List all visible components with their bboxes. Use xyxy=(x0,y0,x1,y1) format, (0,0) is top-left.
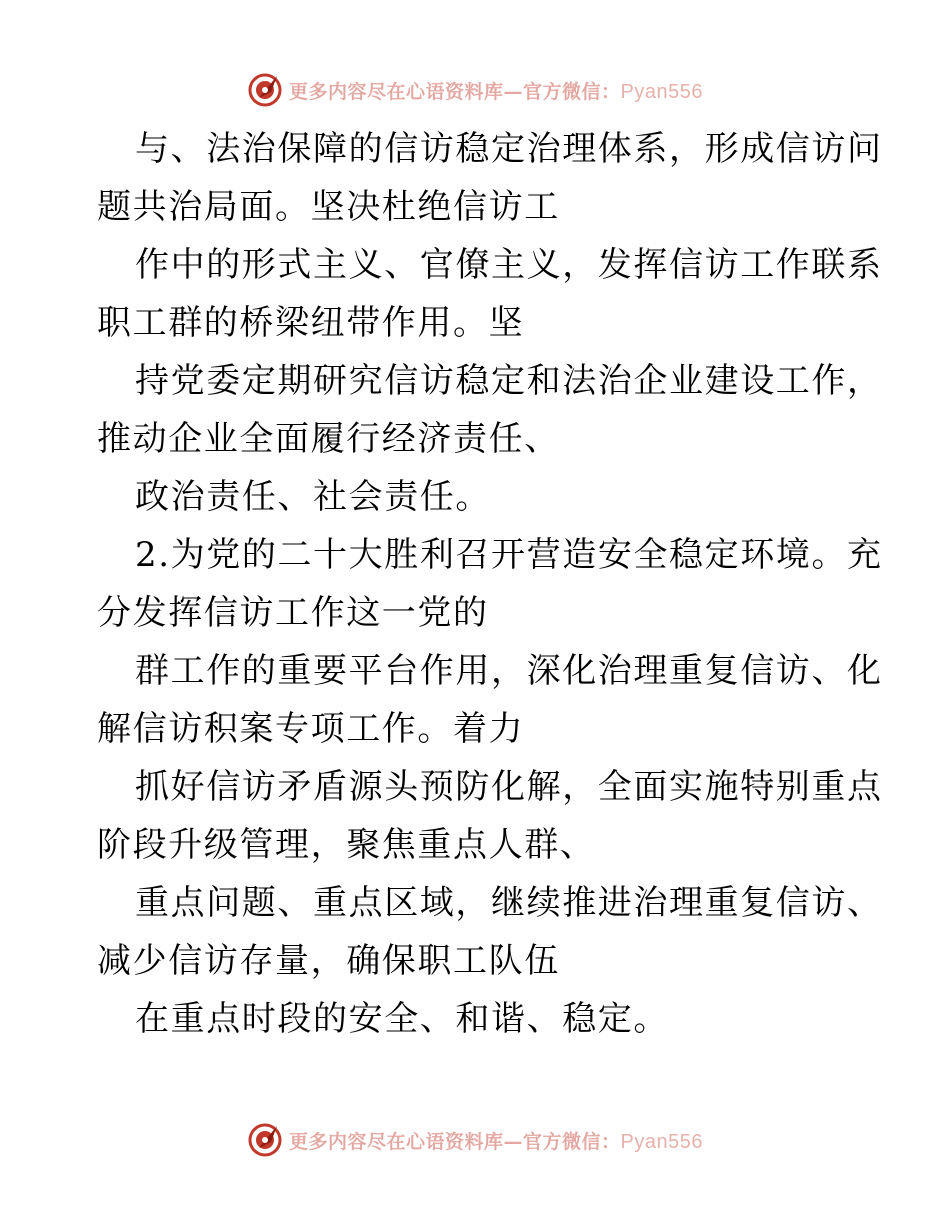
wechat-id: Pyan556 xyxy=(620,1130,703,1153)
text-line: 政治责任、社会责任。 xyxy=(135,477,491,517)
wechat-id: Pyan556 xyxy=(620,80,703,103)
watermark-text: 更多内容尽在心语资料库—官方微信：Pyan556 xyxy=(289,1130,703,1153)
text-line: 在重点时段的安全、和谐、稳定。 xyxy=(135,999,669,1039)
text-line: 持党委定期研究信访稳定和法治企业建设工作， xyxy=(135,361,883,401)
text-line: 与、法治保障的信访稳定治理体系，形成信访问 xyxy=(135,129,883,169)
header-watermark xyxy=(0,68,950,112)
watermark-text: 更多内容尽在心语资料库—官方微信：Pyan556 xyxy=(289,80,703,103)
text-line: 重点问题、重点区域，继续推进治理重复信访、 xyxy=(135,883,883,923)
text-line: 解信访积案专项工作。着力 xyxy=(97,709,525,749)
quill-logo-icon xyxy=(247,1122,283,1158)
quill-logo-icon xyxy=(247,72,283,108)
text-line: 减少信访存量，确保职工队伍 xyxy=(97,941,560,981)
text-line: 职工群的桥梁纽带作用。坚 xyxy=(97,303,525,343)
text-line: 作中的形式主义、官僚主义，发挥信访工作联系 xyxy=(135,245,883,285)
text-line: 抓好信访矛盾源头预防化解，全面实施特别重点 xyxy=(135,767,883,807)
text-line: 2.为党的二十大胜利召开营造安全稳定环境。充 xyxy=(135,535,883,575)
text-line: 群工作的重要平台作用，深化治理重复信访、化 xyxy=(135,651,883,691)
footer-watermark xyxy=(0,1118,950,1162)
text-line: 推动企业全面履行经济责任、 xyxy=(97,419,560,459)
text-line: 分发挥信访工作这一党的 xyxy=(97,593,489,633)
document-body xyxy=(97,120,883,1048)
text-line: 题共治局面。坚决杜绝信访工 xyxy=(97,187,560,227)
text-line: 阶段升级管理，聚焦重点人群、 xyxy=(97,825,596,865)
